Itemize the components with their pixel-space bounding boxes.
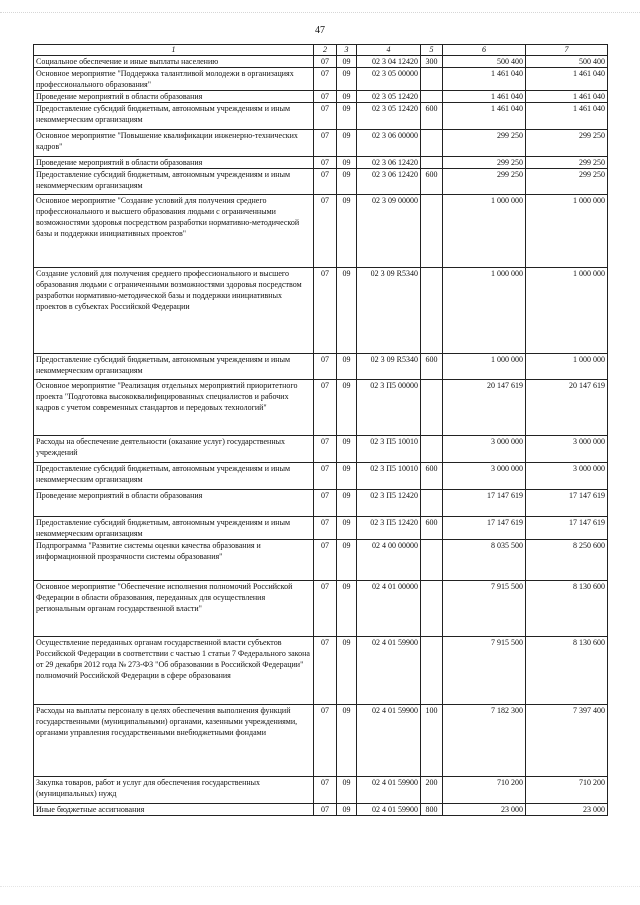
amount-year-2-cell: 1 461 040 bbox=[526, 103, 608, 130]
row-name-cell: Предоставление субсидий бюджетным, автономным учреждениям и иным некоммерческим организациям bbox=[34, 103, 314, 130]
subsection-code-cell: 09 bbox=[337, 705, 357, 777]
column-header: 2 bbox=[314, 45, 337, 56]
section-code-cell: 07 bbox=[314, 436, 337, 463]
row-name-cell: Основное мероприятие "Реализация отдельных мероприятий приоритетного проекта "Подготовка высококвалифицированных специалистов и рабочих кадров с учетом современных стандартов и передовых технологий" bbox=[34, 380, 314, 436]
expense-type-cell: 600 bbox=[421, 169, 443, 195]
subsection-code-cell: 09 bbox=[337, 380, 357, 436]
table-row bbox=[34, 56, 608, 68]
expense-type-cell bbox=[421, 68, 443, 91]
table-row bbox=[34, 804, 608, 816]
amount-year-2-cell: 7 397 400 bbox=[526, 705, 608, 777]
expense-type-cell bbox=[421, 268, 443, 354]
amount-year-2-cell: 710 200 bbox=[526, 777, 608, 804]
subsection-code-cell: 09 bbox=[337, 169, 357, 195]
target-article-cell: 02 3 П5 12420 bbox=[357, 517, 421, 540]
amount-year-1-cell: 1 461 040 bbox=[443, 103, 526, 130]
target-article-cell: 02 4 01 59900 bbox=[357, 637, 421, 705]
subsection-code-cell: 09 bbox=[337, 354, 357, 380]
amount-year-2-cell: 23 000 bbox=[526, 804, 608, 816]
table-row bbox=[34, 268, 608, 354]
table-row bbox=[34, 463, 608, 490]
target-article-cell: 02 3 П5 10010 bbox=[357, 436, 421, 463]
page-number: 47 bbox=[315, 25, 325, 36]
scan-artifact-top bbox=[0, 12, 640, 15]
expense-type-cell: 100 bbox=[421, 705, 443, 777]
section-code-cell: 07 bbox=[314, 637, 337, 705]
amount-year-1-cell: 20 147 619 bbox=[443, 380, 526, 436]
subsection-code-cell: 09 bbox=[337, 517, 357, 540]
row-name-cell: Предоставление субсидий бюджетным, автономным учреждениям и иным некоммерческим организациям bbox=[34, 517, 314, 540]
subsection-code-cell: 09 bbox=[337, 56, 357, 68]
expense-type-cell bbox=[421, 157, 443, 169]
scan-artifact-bottom bbox=[0, 886, 640, 887]
section-code-cell: 07 bbox=[314, 103, 337, 130]
column-header: 1 bbox=[34, 45, 314, 56]
column-header: 6 bbox=[443, 45, 526, 56]
target-article-cell: 02 3 06 00000 bbox=[357, 130, 421, 157]
section-code-cell: 07 bbox=[314, 517, 337, 540]
subsection-code-cell: 09 bbox=[337, 130, 357, 157]
target-article-cell: 02 3 06 12420 bbox=[357, 169, 421, 195]
amount-year-2-cell: 8 130 600 bbox=[526, 637, 608, 705]
column-number-row bbox=[34, 45, 608, 56]
expense-type-cell bbox=[421, 637, 443, 705]
subsection-code-cell: 09 bbox=[337, 804, 357, 816]
table-row bbox=[34, 68, 608, 91]
expense-type-cell bbox=[421, 540, 443, 581]
column-header: 4 bbox=[357, 45, 421, 56]
expense-type-cell: 600 bbox=[421, 517, 443, 540]
target-article-cell: 02 3 П5 00000 bbox=[357, 380, 421, 436]
amount-year-2-cell: 20 147 619 bbox=[526, 380, 608, 436]
amount-year-1-cell: 8 035 500 bbox=[443, 540, 526, 581]
budget-table bbox=[33, 44, 608, 816]
section-code-cell: 07 bbox=[314, 380, 337, 436]
amount-year-1-cell: 7 915 500 bbox=[443, 581, 526, 637]
amount-year-1-cell: 17 147 619 bbox=[443, 490, 526, 517]
row-name-cell: Подпрограмма "Развитие системы оценки качества образования и информационной прозрачности системы образования" bbox=[34, 540, 314, 581]
amount-year-2-cell: 17 147 619 bbox=[526, 517, 608, 540]
subsection-code-cell: 09 bbox=[337, 157, 357, 169]
target-article-cell: 02 3 05 00000 bbox=[357, 68, 421, 91]
expense-type-cell bbox=[421, 436, 443, 463]
amount-year-1-cell: 7 182 300 bbox=[443, 705, 526, 777]
amount-year-1-cell: 1 000 000 bbox=[443, 195, 526, 268]
table-row bbox=[34, 540, 608, 581]
table-body bbox=[34, 56, 608, 816]
row-name-cell: Закупка товаров, работ и услуг для обеспечения государственных (муниципальных) нужд bbox=[34, 777, 314, 804]
target-article-cell: 02 4 01 59900 bbox=[357, 777, 421, 804]
row-name-cell: Основное мероприятие "Поддержка талантливой молодежи в организациях профессионального образования" bbox=[34, 68, 314, 91]
amount-year-1-cell: 23 000 bbox=[443, 804, 526, 816]
expense-type-cell bbox=[421, 581, 443, 637]
section-code-cell: 07 bbox=[314, 91, 337, 103]
subsection-code-cell: 09 bbox=[337, 581, 357, 637]
expense-type-cell: 600 bbox=[421, 463, 443, 490]
table-row bbox=[34, 637, 608, 705]
row-name-cell: Проведение мероприятий в области образования bbox=[34, 157, 314, 169]
row-name-cell: Расходы на обеспечение деятельности (оказание услуг) государственных учреждений bbox=[34, 436, 314, 463]
table-row bbox=[34, 91, 608, 103]
amount-year-2-cell: 8 250 600 bbox=[526, 540, 608, 581]
table-row bbox=[34, 490, 608, 517]
subsection-code-cell: 09 bbox=[337, 777, 357, 804]
target-article-cell: 02 3 09 00000 bbox=[357, 195, 421, 268]
amount-year-2-cell: 299 250 bbox=[526, 157, 608, 169]
section-code-cell: 07 bbox=[314, 777, 337, 804]
amount-year-2-cell: 500 400 bbox=[526, 56, 608, 68]
amount-year-2-cell: 1 461 040 bbox=[526, 68, 608, 91]
section-code-cell: 07 bbox=[314, 463, 337, 490]
amount-year-1-cell: 299 250 bbox=[443, 157, 526, 169]
target-article-cell: 02 3 06 12420 bbox=[357, 157, 421, 169]
expense-type-cell bbox=[421, 380, 443, 436]
subsection-code-cell: 09 bbox=[337, 540, 357, 581]
expense-type-cell: 600 bbox=[421, 103, 443, 130]
amount-year-1-cell: 710 200 bbox=[443, 777, 526, 804]
subsection-code-cell: 09 bbox=[337, 195, 357, 268]
amount-year-1-cell: 1 000 000 bbox=[443, 354, 526, 380]
section-code-cell: 07 bbox=[314, 540, 337, 581]
amount-year-2-cell: 3 000 000 bbox=[526, 436, 608, 463]
row-name-cell: Предоставление субсидий бюджетным, автономным учреждениям и иным некоммерческим организациям bbox=[34, 169, 314, 195]
section-code-cell: 07 bbox=[314, 157, 337, 169]
table-row bbox=[34, 581, 608, 637]
table-row bbox=[34, 380, 608, 436]
row-name-cell: Предоставление субсидий бюджетным, автономным учреждениям и иным некоммерческим организациям bbox=[34, 354, 314, 380]
section-code-cell: 07 bbox=[314, 490, 337, 517]
expense-type-cell bbox=[421, 91, 443, 103]
table-row bbox=[34, 777, 608, 804]
amount-year-2-cell: 17 147 619 bbox=[526, 490, 608, 517]
target-article-cell: 02 4 01 59900 bbox=[357, 705, 421, 777]
amount-year-2-cell: 1 461 040 bbox=[526, 91, 608, 103]
expense-type-cell bbox=[421, 195, 443, 268]
target-article-cell: 02 4 01 00000 bbox=[357, 581, 421, 637]
target-article-cell: 02 4 00 00000 bbox=[357, 540, 421, 581]
amount-year-2-cell: 1 000 000 bbox=[526, 354, 608, 380]
table-row bbox=[34, 103, 608, 130]
subsection-code-cell: 09 bbox=[337, 436, 357, 463]
subsection-code-cell: 09 bbox=[337, 268, 357, 354]
subsection-code-cell: 09 bbox=[337, 637, 357, 705]
row-name-cell: Основное мероприятие "Обеспечение исполнения полномочий Российской Федерации в области образования, переданных для осуществления региональным органам государственной власти" bbox=[34, 581, 314, 637]
row-name-cell: Расходы на выплаты персоналу в целях обеспечения выполнения функций государственными (муниципальными) органами, казенными учреждениями, органами управления государственными внебюджетными фондами bbox=[34, 705, 314, 777]
target-article-cell: 02 3 05 12420 bbox=[357, 103, 421, 130]
expense-type-cell: 300 bbox=[421, 56, 443, 68]
target-article-cell: 02 3 П5 12420 bbox=[357, 490, 421, 517]
amount-year-1-cell: 3 000 000 bbox=[443, 463, 526, 490]
row-name-cell: Предоставление субсидий бюджетным, автономным учреждениям и иным некоммерческим организациям bbox=[34, 463, 314, 490]
subsection-code-cell: 09 bbox=[337, 91, 357, 103]
row-name-cell: Проведение мероприятий в области образования bbox=[34, 91, 314, 103]
section-code-cell: 07 bbox=[314, 169, 337, 195]
amount-year-2-cell: 8 130 600 bbox=[526, 581, 608, 637]
section-code-cell: 07 bbox=[314, 705, 337, 777]
table-row bbox=[34, 130, 608, 157]
section-code-cell: 07 bbox=[314, 130, 337, 157]
subsection-code-cell: 09 bbox=[337, 463, 357, 490]
expense-type-cell bbox=[421, 130, 443, 157]
amount-year-1-cell: 3 000 000 bbox=[443, 436, 526, 463]
amount-year-1-cell: 7 915 500 bbox=[443, 637, 526, 705]
amount-year-1-cell: 1 461 040 bbox=[443, 68, 526, 91]
target-article-cell: 02 3 04 12420 bbox=[357, 56, 421, 68]
row-name-cell: Социальное обеспечение и иные выплаты населению bbox=[34, 56, 314, 68]
target-article-cell: 02 3 05 12420 bbox=[357, 91, 421, 103]
target-article-cell: 02 3 09 R5340 bbox=[357, 268, 421, 354]
section-code-cell: 07 bbox=[314, 354, 337, 380]
subsection-code-cell: 09 bbox=[337, 68, 357, 91]
amount-year-1-cell: 500 400 bbox=[443, 56, 526, 68]
table-row bbox=[34, 517, 608, 540]
table-row bbox=[34, 705, 608, 777]
target-article-cell: 02 3 П5 10010 bbox=[357, 463, 421, 490]
expense-type-cell: 600 bbox=[421, 354, 443, 380]
row-name-cell: Основное мероприятие "Повышение квалификации инженерно-технических кадров" bbox=[34, 130, 314, 157]
amount-year-2-cell: 299 250 bbox=[526, 130, 608, 157]
section-code-cell: 07 bbox=[314, 804, 337, 816]
row-name-cell: Иные бюджетные ассигнования bbox=[34, 804, 314, 816]
amount-year-2-cell: 1 000 000 bbox=[526, 195, 608, 268]
section-code-cell: 07 bbox=[314, 56, 337, 68]
subsection-code-cell: 09 bbox=[337, 103, 357, 130]
expense-type-cell bbox=[421, 490, 443, 517]
table-row bbox=[34, 195, 608, 268]
amount-year-1-cell: 17 147 619 bbox=[443, 517, 526, 540]
amount-year-1-cell: 1 000 000 bbox=[443, 268, 526, 354]
subsection-code-cell: 09 bbox=[337, 490, 357, 517]
amount-year-2-cell: 1 000 000 bbox=[526, 268, 608, 354]
column-header: 5 bbox=[421, 45, 443, 56]
amount-year-2-cell: 3 000 000 bbox=[526, 463, 608, 490]
expense-type-cell: 800 bbox=[421, 804, 443, 816]
section-code-cell: 07 bbox=[314, 68, 337, 91]
amount-year-1-cell: 299 250 bbox=[443, 130, 526, 157]
table-row bbox=[34, 157, 608, 169]
section-code-cell: 07 bbox=[314, 581, 337, 637]
row-name-cell: Создание условий для получения среднего профессионального и высшего образования людьми с ограниченными возможностями здоровья посредством разработки нормативно-методической базы и поддержки инициативных проектов в субъектах Российской Федерации bbox=[34, 268, 314, 354]
target-article-cell: 02 4 01 59900 bbox=[357, 804, 421, 816]
amount-year-2-cell: 299 250 bbox=[526, 169, 608, 195]
row-name-cell: Осуществление переданных органам государственной власти субъектов Российской Федерации в соответствии с частью 1 статьи 7 Федерального закона от 29 декабря 2012 года № 273-ФЗ "Об образовании в Российской Федерации" полномочий Российской Федерации в сфере образования bbox=[34, 637, 314, 705]
table-row bbox=[34, 354, 608, 380]
section-code-cell: 07 bbox=[314, 268, 337, 354]
column-header: 3 bbox=[337, 45, 357, 56]
table-row bbox=[34, 436, 608, 463]
table-row bbox=[34, 169, 608, 195]
expense-type-cell: 200 bbox=[421, 777, 443, 804]
column-header: 7 bbox=[526, 45, 608, 56]
target-article-cell: 02 3 09 R5340 bbox=[357, 354, 421, 380]
section-code-cell: 07 bbox=[314, 195, 337, 268]
row-name-cell: Основное мероприятие "Создание условий для получения среднего профессионального и высшего образования людьми с ограниченными возможностями здоровья посредством разработки нормативно-методической базы и поддержки инициативных проектов" bbox=[34, 195, 314, 268]
row-name-cell: Проведение мероприятий в области образования bbox=[34, 490, 314, 517]
amount-year-1-cell: 1 461 040 bbox=[443, 91, 526, 103]
amount-year-1-cell: 299 250 bbox=[443, 169, 526, 195]
